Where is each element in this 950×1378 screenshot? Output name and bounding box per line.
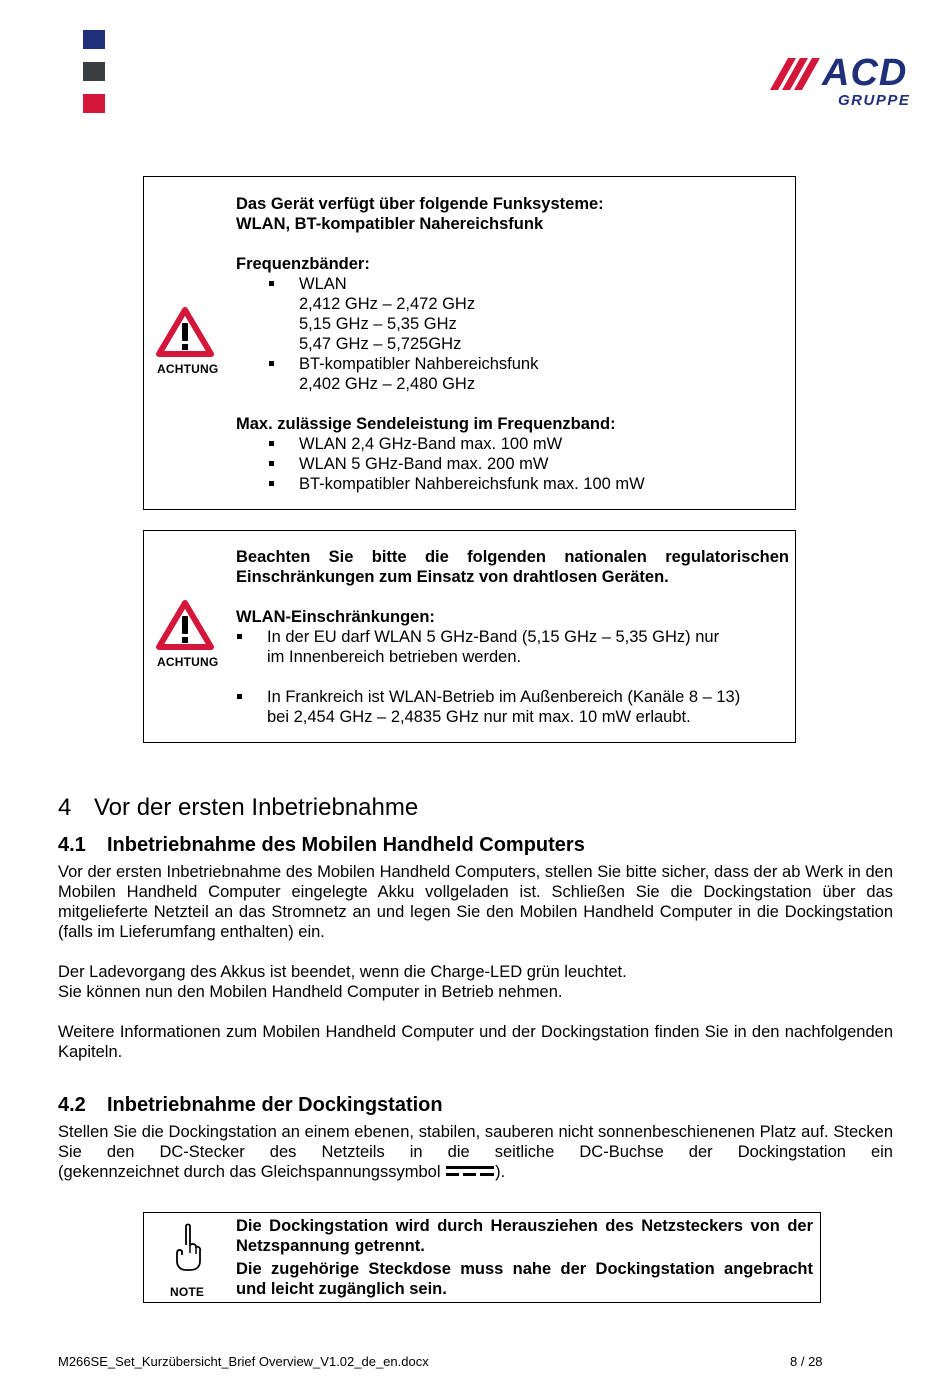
paragraph-text: ). (495, 1163, 506, 1181)
paragraph-line: Der Ladevorgang des Akkus ist beendet, wenn die Charge-LED grün leuchtet. (58, 963, 627, 981)
restriction-eu-line2: im Innenbereich betrieben werden. (267, 648, 522, 666)
paragraph: Stellen Sie die Dockingstation an einem ebenen, stabilen, sauberen nicht sonnenbeschienenen Platz auf. Stecken Sie den DC-Stecker des Netzteils in die seitliche DC-Buchse der Dockingstation ein (58, 1123, 893, 1161)
freq-value: 5,47 GHz – 5,725GHz (299, 335, 462, 353)
regulatory-intro: Beachten Sie bitte die folgenden nationalen regulatorischen Einschränkungen zum Einsatz von drahtlosen Geräten. (236, 548, 789, 586)
restriction-fr-line2: bei 2,454 GHz – 2,4835 GHz nur mit max. 10 mW erlaubt. (267, 708, 691, 726)
power-heading: Max. zulässige Sendeleistung im Frequenzband: (236, 415, 616, 433)
paragraph: Weitere Informationen zum Mobilen Handheld Computer und der Dockingstation finden Sie in den nachfolgenden Kapiteln. (58, 1023, 893, 1061)
warning-triangle-icon (156, 600, 214, 650)
note-box (143, 1212, 821, 1303)
restriction-eu-line1: In der EU darf WLAN 5 GHz-Band (5,15 GHz – 5,35 GHz) nur (267, 628, 720, 646)
freq-item-bt: BT-kompatibler Nahbereichsfunk (299, 355, 539, 373)
warning-box-radio (143, 176, 796, 510)
note-text-line1: Die Dockingstation wird durch Herausziehen des Netzsteckers von der Netzspannung getrennt. (236, 1217, 813, 1255)
footer-page-number: 8 / 28 (790, 1354, 823, 1369)
brand-square-gray (83, 62, 105, 81)
freq-heading: Frequenzbänder: (236, 255, 370, 273)
bullet (237, 634, 242, 639)
power-item: WLAN 2,4 GHz-Band max. 100 mW (299, 435, 563, 453)
bullet (269, 281, 274, 286)
brand-square-navy (83, 30, 105, 49)
freq-value: 2,412 GHz – 2,472 GHz (299, 295, 476, 313)
subsection-number: 4.2 (58, 1094, 86, 1116)
footer-filename: M266SE_Set_Kurzübersicht_Brief Overview_V1.02_de_en.docx (58, 1354, 429, 1369)
logo-subtext: GRUPPE (838, 92, 911, 109)
warning-label: ACHTUNG (157, 655, 219, 669)
radio-intro-line2: WLAN, BT-kompatibler Nahereichsfunk (236, 215, 544, 233)
bullet (269, 441, 274, 446)
pointing-hand-icon (174, 1223, 202, 1273)
paragraph-line: Sie können nun den Mobilen Handheld Computer in Betrieb nehmen. (58, 983, 563, 1001)
power-item: BT-kompatibler Nahbereichsfunk max. 100 mW (299, 475, 645, 493)
note-label: NOTE (170, 1285, 205, 1299)
bullet (269, 361, 274, 366)
note-text-line2: Die zugehörige Steckdose muss nahe der Dockingstation angebracht und leicht zugänglich sein. (236, 1260, 813, 1298)
regulatory-heading: WLAN-Einschränkungen: (236, 608, 435, 626)
restriction-fr-line1: In Frankreich ist WLAN-Betrieb im Außenbereich (Kanäle 8 – 13) (267, 688, 741, 706)
power-item: WLAN 5 GHz-Band max. 200 mW (299, 455, 549, 473)
dc-voltage-symbol-icon (445, 1164, 495, 1178)
freq-item-wlan: WLAN (299, 275, 347, 293)
section-number: 4 (58, 794, 72, 821)
paragraph: Vor der ersten Inbetriebnahme des Mobilen Handheld Computers, stellen Sie bitte sicher, dass der ab Werk in den Mobilen Handheld Computer eingelegte Akku vollgeladen ist. Schließen Sie die Dockingstation über das mitgelieferte Netzteil an das Stromnetz an und legen Sie den Mobilen Handheld Computer in die Dockingstation (falls im Lieferumfang enthalten) ein. (58, 863, 893, 941)
warning-box-regulatory (143, 530, 796, 743)
section-title: Vor der ersten Inbetriebnahme (94, 794, 419, 821)
acd-logo (766, 50, 918, 110)
radio-intro-line1: Das Gerät verfügt über folgende Funksysteme: (236, 195, 604, 213)
warning-triangle-icon (156, 307, 214, 357)
freq-value: 2,402 GHz – 2,480 GHz (299, 375, 476, 393)
bullet (269, 461, 274, 466)
subsection-number: 4.1 (58, 834, 86, 856)
subsection-title: Inbetriebnahme der Dockingstation (107, 1094, 443, 1116)
paragraph-text: (gekennzeichnet durch das Gleichspannungssymbol (58, 1163, 446, 1181)
bullet (237, 694, 242, 699)
paragraph-line (58, 1162, 505, 1182)
warning-label: ACHTUNG (157, 362, 219, 376)
subsection-title: Inbetriebnahme des Mobilen Handheld Computers (107, 834, 585, 856)
freq-value: 5,15 GHz – 5,35 GHz (299, 315, 457, 333)
brand-square-red (83, 94, 105, 113)
bullet (269, 481, 274, 486)
logo-text: ACD (822, 52, 908, 94)
